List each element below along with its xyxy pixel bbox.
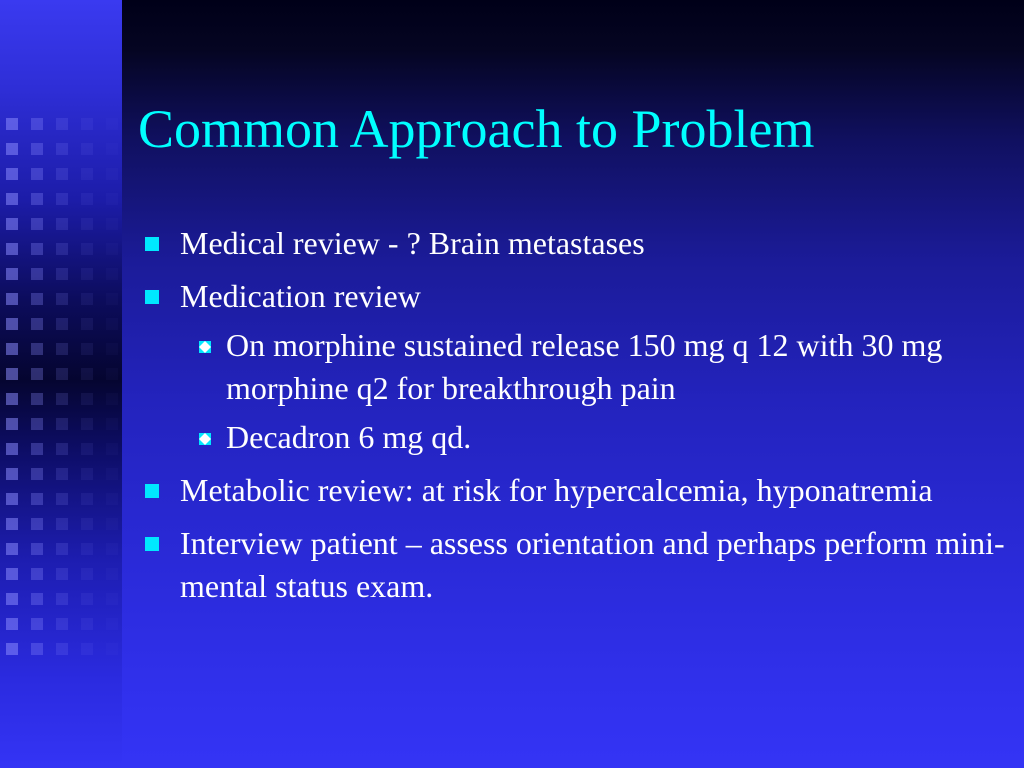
bullet-list	[145, 222, 1005, 618]
decorative-square-column	[6, 118, 18, 658]
bullet-item-medication-review	[145, 275, 1005, 459]
bullet-text: Metabolic review: at risk for hypercalcemia, hyponatremia	[180, 472, 933, 508]
sub-bullet-list	[180, 324, 1005, 459]
bullet-item-interview-patient	[145, 522, 1005, 608]
decorative-square-column	[56, 118, 68, 658]
bullet-text: Medication review	[180, 278, 421, 314]
sub-bullet-text: Decadron 6 mg qd.	[226, 419, 472, 455]
slide-title: Common Approach to Problem	[138, 99, 815, 159]
bullet-item-metabolic-review	[145, 469, 1005, 512]
sub-bullet-item-decadron	[180, 416, 1005, 459]
square-bullet-icon	[145, 484, 159, 498]
bullet-text: Interview patient – assess orientation and perhaps perform mini-mental status exam.	[180, 525, 1005, 604]
decorative-square-column	[106, 118, 118, 658]
decorative-square-column	[31, 118, 43, 658]
bullet-text: Medical review - ? Brain metastases	[180, 225, 645, 261]
square-bullet-icon	[145, 290, 159, 304]
bullet-item-medical-review	[145, 222, 1005, 265]
decorative-square-column	[81, 118, 93, 658]
sub-bullet-item-morphine	[180, 324, 1005, 410]
diamond-bullet-icon	[199, 433, 211, 445]
sub-bullet-text: On morphine sustained release 150 mg q 12 with 30 mg morphine q2 for breakthrough pain	[226, 327, 943, 406]
square-bullet-icon	[145, 237, 159, 251]
diamond-bullet-icon	[199, 341, 211, 353]
square-bullet-icon	[145, 537, 159, 551]
